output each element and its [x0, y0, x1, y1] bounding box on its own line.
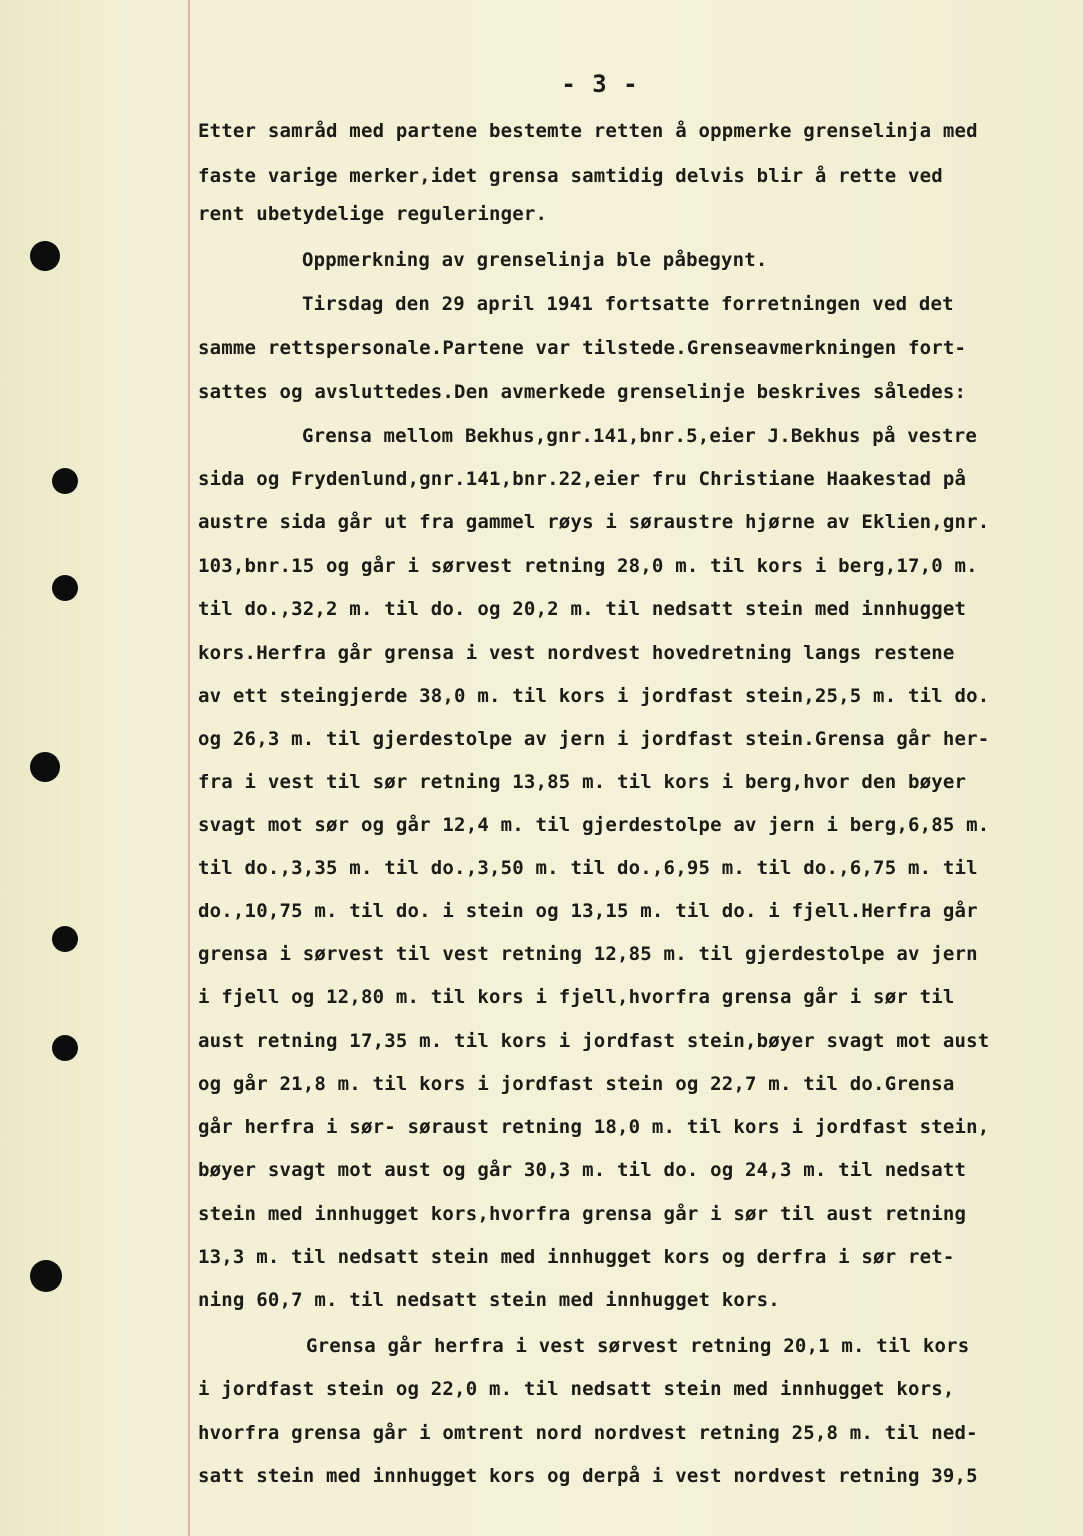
text-line: kors.Herfra går grensa i vest nordvest hovedretning langs restene: [198, 642, 955, 664]
punch-hole: [30, 752, 60, 782]
punch-hole: [30, 241, 60, 271]
text-line: Oppmerkning av grenselinja ble påbegynt.: [302, 249, 768, 271]
text-line: do.,10,75 m. til do. i stein og 13,15 m. til do. i fjell.Herfra går: [198, 900, 978, 922]
punch-hole: [52, 468, 78, 494]
text-line: aust retning 17,35 m. til kors i jordfast stein,bøyer svagt mot aust: [198, 1030, 990, 1052]
text-line: 103,bnr.15 og går i sørvest retning 28,0 m. til kors i berg,17,0 m.: [198, 555, 978, 577]
text-line: grensa i sørvest til vest retning 12,85 m. til gjerdestolpe av jern: [198, 943, 978, 965]
text-line: Grensa går herfra i vest sørvest retning 20,1 m. til kors: [306, 1335, 970, 1357]
text-line: bøyer svagt mot aust og går 30,3 m. til do. og 24,3 m. til nedsatt: [198, 1159, 967, 1181]
text-line: Tirsdag den 29 april 1941 fortsatte forretningen ved det: [302, 293, 954, 315]
page-number: - 3 -: [561, 70, 639, 98]
margin-rule: [188, 0, 190, 1536]
text-line: ning 60,7 m. til nedsatt stein med innhugget kors.: [198, 1289, 780, 1311]
text-line: sida og Frydenlund,gnr.141,bnr.22,eier fru Christiane Haakestad på: [198, 468, 967, 490]
punch-hole: [30, 1260, 62, 1292]
text-line: sattes og avsluttedes.Den avmerkede grenselinje beskrives således:: [198, 381, 967, 403]
text-line: rent ubetydelige reguleringer.: [198, 203, 548, 225]
text-line: hvorfra grensa går i omtrent nord nordvest retning 25,8 m. til ned-: [198, 1422, 978, 1444]
text-line: Grensa mellom Bekhus,gnr.141,bnr.5,eier J.Bekhus på vestre: [302, 425, 978, 447]
text-line: går herfra i sør- søraust retning 18,0 m. til kors i jordfast stein,: [198, 1116, 990, 1138]
text-line: til do.,3,35 m. til do.,3,50 m. til do.,6,95 m. til do.,6,75 m. til: [198, 857, 978, 879]
text-line: i jordfast stein og 22,0 m. til nedsatt stein med innhugget kors,: [198, 1378, 955, 1400]
punch-hole: [52, 1035, 78, 1061]
text-line: og 26,3 m. til gjerdestolpe av jern i jordfast stein.Grensa går her-: [198, 728, 990, 750]
text-line: 13,3 m. til nedsatt stein med innhugget kors og derfra i sør ret-: [198, 1246, 955, 1268]
punch-hole: [52, 926, 78, 952]
text-line: satt stein med innhugget kors og derpå i vest nordvest retning 39,5: [198, 1465, 978, 1487]
text-line: Etter samråd med partene bestemte retten å oppmerke grenselinja med: [198, 120, 978, 142]
text-line: stein med innhugget kors,hvorfra grensa går i sør til aust retning: [198, 1203, 967, 1225]
text-line: samme rettspersonale.Partene var tilstede.Grenseavmerkningen fort-: [198, 337, 967, 359]
text-line: faste varige merker,idet grensa samtidig delvis blir å rette ved: [198, 165, 943, 187]
text-line: av ett steingjerde 38,0 m. til kors i jordfast stein,25,5 m. til do.: [198, 685, 990, 707]
punch-hole: [52, 575, 78, 601]
text-line: austre sida går ut fra gammel røys i søraustre hjørne av Eklien,gnr.: [198, 511, 990, 533]
text-line: fra i vest til sør retning 13,85 m. til kors i berg,hvor den bøyer: [198, 771, 967, 793]
text-line: og går 21,8 m. til kors i jordfast stein og 22,7 m. til do.Grensa: [198, 1073, 955, 1095]
text-line: til do.,32,2 m. til do. og 20,2 m. til nedsatt stein med innhugget: [198, 598, 967, 620]
text-line: i fjell og 12,80 m. til kors i fjell,hvorfra grensa går i sør til: [198, 986, 955, 1008]
text-line: svagt mot sør og går 12,4 m. til gjerdestolpe av jern i berg,6,85 m.: [198, 814, 990, 836]
